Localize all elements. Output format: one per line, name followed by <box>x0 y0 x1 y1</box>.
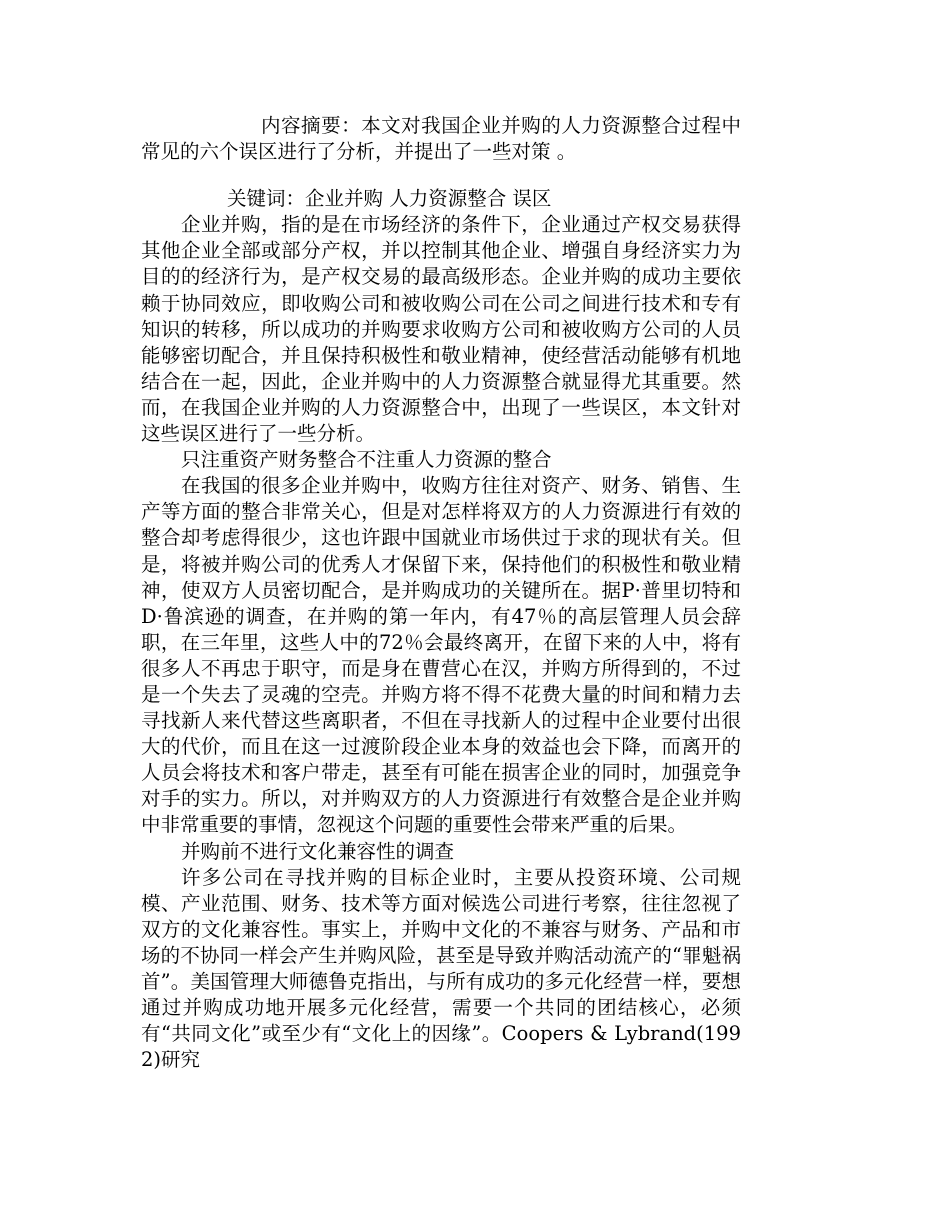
intro-paragraph: 企业并购，指的是在市场经济的条件下，企业通过产权交易获得其他企业全部或部分产权，并以控制其他企业、增强自身经济实力为目的的经济行为，是产权交易的最高级形态。企业并购的成功主要依赖于协同效应，即收购公司和被收购公司在公司之间进行技术和专有知识的转移，所以成功的并购要求收购方公司和被收购方公司的人员能够密切配合，并且保持积极性和敬业精神，使经营活动能够有机地结合在一起，因此，企业并购中的人力资源整合就显得尤其重要。然而，在我国企业并购的人力资源整合中，出现了一些误区，本文针对这些误区进行了一些分析。 <box>141 213 741 446</box>
body-paragraph-culture-compatibility: 许多公司在寻找并购的目标企业时，主要从投资环境、公司规模、产业范围、财务、技术等方面对候选公司进行考察，往往忽视了双方的文化兼容性。事实上，并购中文化的不兼容与财务、产品和市场的不协同一样会产生并购风险，甚至是导致并购活动流产的“罪魁祸首”。美国管理大师德鲁克指出，与所有成功的多元化经营一样，要想通过并购成功地开展多元化经营，需要一个共同的团结核心，必须有“共同文化”或至少有“文化上的因缘”。Coopers & Lybrand(1992)研究 <box>141 865 741 1072</box>
document-body <box>141 113 741 1073</box>
section-heading-hr-integration: 只注重资产财务整合不注重人力资源的整合 <box>181 448 552 472</box>
body-paragraph-hr-integration: 在我国的很多企业并购中，收购方往往对资产、财务、销售、生产等方面的整合非常关心，但是对怎样将双方的人力资源进行有效的整合却考虑得很少，这也许跟中国就业市场供过于求的现状有关。但是，将被并购公司的优秀人才保留下来，保持他们的积极性和敬业精神，使双方人员密切配合，是并购成功的关键所在。据P·普里切特和D·鲁滨逊的调查，在并购的第一年内，有47％的高层管理人员会辞职，在三年里，这些人中的72％会最终离开，在留下来的人中，将有很多人不再忠于职守，而是身在曹营心在汉，并购方所得到的，不过是一个失去了灵魂的空壳。并购方将不得不花费大量的时间和精力去寻找新人来代替这些离职者，不但在寻找新人的过程中企业要付出很大的代价，而且在这一过渡阶段企业本身的效益也会下降，而离开的人员会将技术和客户带走，甚至有可能在损害企业的同时，加强竞争对手的实力。所以，对并购双方的人力资源进行有效整合是企业并购中非常重要的事情，忽视这个问题的重要性会带来严重的后果。 <box>141 474 741 837</box>
keywords-line: 关键词：企业并购 人力资源整合 误区 <box>227 187 552 211</box>
section-heading-culture-compatibility: 并购前不进行文化兼容性的调查 <box>181 839 455 863</box>
abstract-paragraph: 内容摘要：本文对我国企业并购的人力资源整合过程中常见的六个误区进行了分析，并提出了一些对策 。 <box>141 114 741 164</box>
